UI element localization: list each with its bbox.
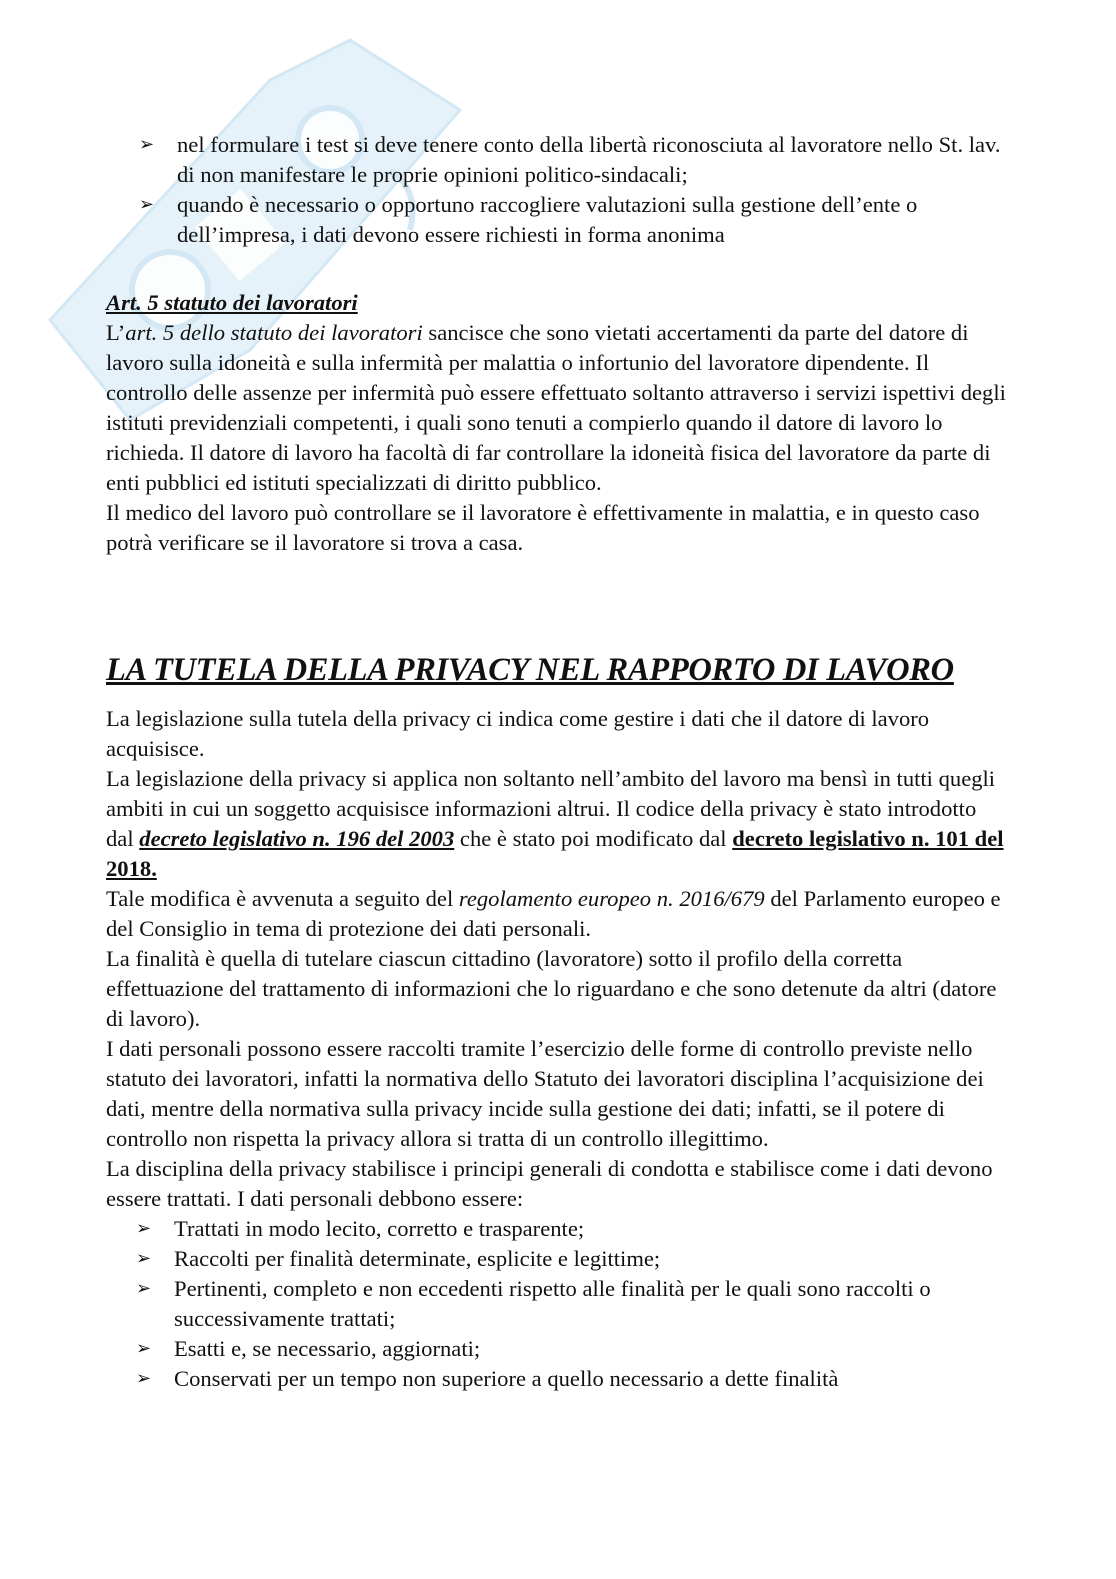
art5-paragraph-2: Il medico del lavoro può controllare se il lavoratore è effettivamente in malattia, e in questo caso potrà verificare se il lavoratore si trova a casa. [106, 500, 980, 555]
privacy-paragraph-1: La legislazione sulla tutela della privacy ci indica come gestire i dati che il datore di lavoro acquisisce. [106, 706, 930, 761]
arrow-bullet-icon: ➢ [136, 1218, 152, 1239]
art5-heading: Art. 5 statuto dei lavoratori [106, 290, 358, 315]
section-title: LA TUTELA DELLA PRIVACY NEL RAPPORTO DI LAVORO [106, 652, 954, 688]
privacy-paragraph-5: I dati personali possono essere raccolti tramite l’esercizio delle forme di controllo previste nello statuto dei lavoratori, infatti la normativa dello Statuto dei lavoratori disciplina l’acquisizione dei dati, mentre della normativa sulla privacy incide sulla gestione dei dati; infatti, se il potere di controllo non rispetta la privacy allora si tratta di un controllo illegittimo. [106, 1036, 984, 1151]
list-item: ➢ Esatti e, se necessario, aggiornati; [106, 1334, 1006, 1364]
arrow-bullet-icon: ➢ [136, 1278, 152, 1299]
arrow-bullet-icon: ➢ [136, 1338, 152, 1359]
principles-bullet-list [106, 1214, 1006, 1394]
privacy-paragraph-6: La disciplina della privacy stabilisce i principi generali di condotta e stabilisce come i dati devono essere trattati. I dati personali debbono essere: [106, 1156, 993, 1211]
decree-2018-link: decreto legislativo n. 101 del 2018. [106, 826, 1004, 881]
list-item: ➢ Raccolti per finalità determinate, esplicite e legittime; [106, 1244, 1006, 1274]
arrow-bullet-icon: ➢ [139, 194, 155, 215]
privacy-paragraph-4: La finalità è quella di tutelare ciascun cittadino (lavoratore) sotto il profilo della corretta effettuazione del trattamento di informazioni che lo riguardano e che sono detenute da altri (datore di lavoro). [106, 946, 997, 1031]
list-item: ➢ Trattati in modo lecito, corretto e trasparente; [106, 1214, 1006, 1244]
list-item: ➢ quando è necessario o opportuno raccogliere valutazioni sulla gestione dell’ente o dell’impresa, i dati devono essere richiesti in forma anonima [139, 192, 918, 247]
list-item: ➢ Conservati per un tempo non superiore a quello necessario a dette finalità [106, 1364, 1006, 1394]
privacy-paragraph-2: La legislazione della privacy si applica non soltanto nell’ambito del lavoro ma bensì in tutti quegli ambiti in cui un soggetto acquisisce informazioni altrui. Il codice della privacy è stato introdotto dal decreto legislativo n. 196 del 2003 che è stato poi modificato dal decreto legislativo n. 101 del 2018. [106, 766, 1004, 881]
arrow-bullet-icon: ➢ [139, 134, 155, 155]
top-bullet-list [109, 130, 1006, 250]
decree-2003-link: decreto legislativo n. 196 del 2003 [139, 826, 455, 851]
list-item: ➢ Pertinenti, completo e non eccedenti rispetto alle finalità per le quali sono raccolti o successivamente trattati; [136, 1276, 931, 1331]
privacy-paragraph-3: Tale modifica è avvenuta a seguito del regolamento europeo n. 2016/679 del Parlamento europeo e del Consiglio in tema di protezione dei dati personali. [106, 886, 1001, 941]
arrow-bullet-icon: ➢ [136, 1248, 152, 1269]
arrow-bullet-icon: ➢ [136, 1368, 152, 1389]
art5-paragraph-1: L’art. 5 dello statuto dei lavoratori sancisce che sono vietati accertamenti da parte del datore di lavoro sulla idoneità e sulla infermità per malattia o infortunio del lavoratore dipendente. Il controllo delle assenze per infermità può essere effettuato soltanto attraverso i servizi ispettivi degli istituti previdenziali competenti, i quali sono tenuti a compierlo quando il datore di lavoro lo richieda. Il datore di lavoro ha facoltà di far controllare la idoneità fisica del lavoratore da parte di enti pubblici ed istituti specializzati di diritto pubblico. [106, 320, 1006, 495]
document-page [106, 130, 1006, 1394]
list-item: ➢ nel formulare i test si deve tenere conto della libertà riconosciuta al lavoratore nello St. lav. di non manifestare le proprie opinioni politico-sindacali; [139, 132, 1001, 187]
